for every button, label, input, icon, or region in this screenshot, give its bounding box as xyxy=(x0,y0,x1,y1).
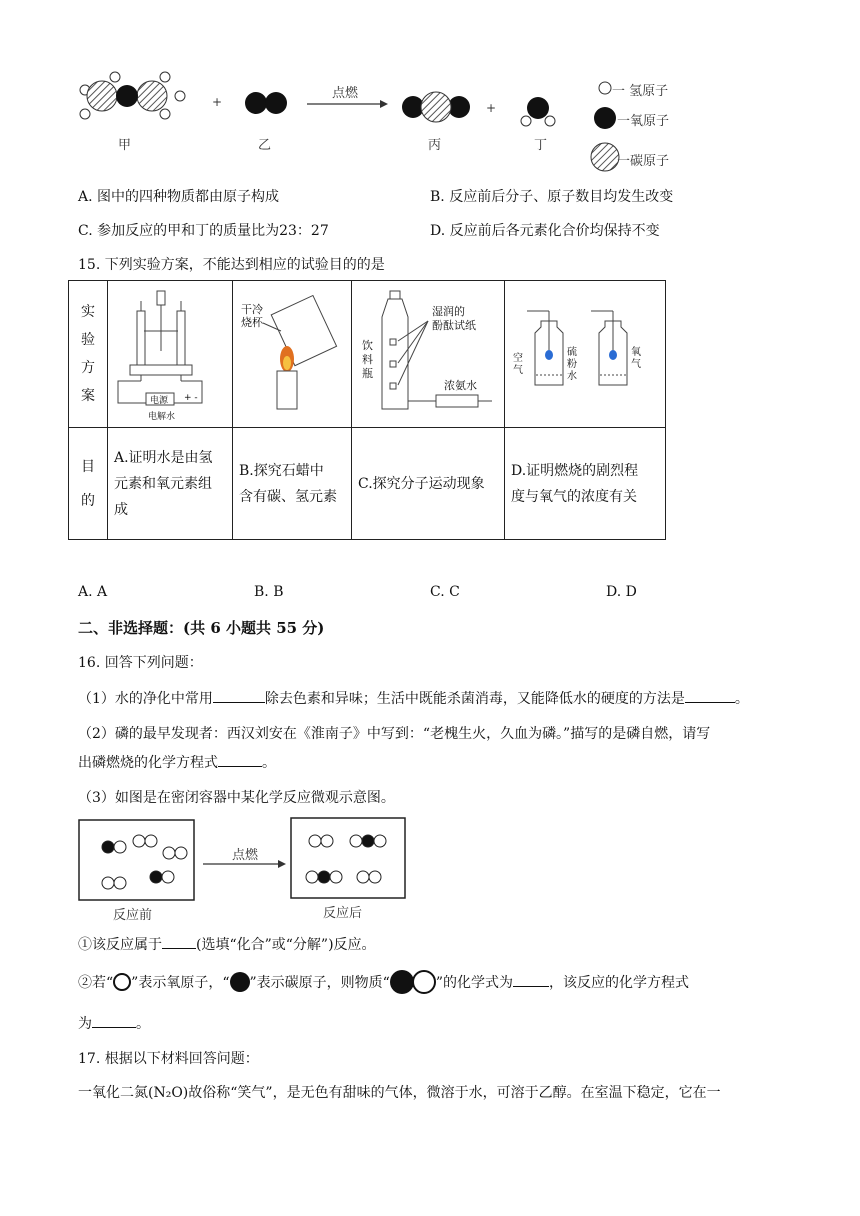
image-candle-beaker xyxy=(233,281,352,428)
legend-carbon: 一碳原子 xyxy=(617,154,670,169)
carbon-atom-icon xyxy=(230,972,250,992)
q14-option-d: D. 反应前后各元素化合价均保持不变 xyxy=(430,223,660,239)
q16-part2-cont: 出磷燃烧的化学方程式 。 xyxy=(78,755,276,771)
molecule-jia xyxy=(80,72,185,119)
q14-option-b: B. 反应前后分子、原子数目均发生改变 xyxy=(430,189,674,205)
box-before xyxy=(79,820,194,900)
blank[interactable] xyxy=(213,702,265,703)
q14-option-a: A. 图中的四种物质都由原子构成 xyxy=(78,189,280,205)
label-power-source: 电源 xyxy=(150,396,169,406)
label-ding: 丁 xyxy=(534,138,548,153)
oxygen-atom-icon xyxy=(412,970,436,994)
blank[interactable] xyxy=(685,702,735,703)
label-before: 反应前 xyxy=(113,908,153,923)
blank[interactable] xyxy=(218,766,262,767)
q14-option-c: C. 参加反应的甲和丁的质量比为23：27 xyxy=(78,223,329,239)
label-jia: 甲 xyxy=(118,138,132,153)
q15-answer-c: C. C xyxy=(430,584,460,600)
label-air: 空 气 xyxy=(513,353,523,376)
label-ammonia: 浓氨水 xyxy=(444,379,477,392)
label-yi: 乙 xyxy=(258,138,272,153)
purpose-b: B.探究石蜡中 含有碳、氢元素 xyxy=(233,428,352,540)
molecule-yi xyxy=(245,92,287,114)
label-bottle: 饮 料 瓶 xyxy=(362,339,373,380)
q16-part1: （1）水的净化中常用 除去色素和异味；生活中既能杀菌消毒，又能降低水的硬度的方法是 。 xyxy=(78,691,749,707)
q16-part2: （2）磷的最早发现者：西汉刘安在《淮南子》中写到：“老槐生火，久血为磷。”描写的是磷自燃，请写 xyxy=(78,726,711,742)
q17-title: 17. 根据以下材料回答问题： xyxy=(78,1051,259,1067)
label-after: 反应后 xyxy=(323,906,363,921)
plus-sign: + xyxy=(212,95,223,109)
experiment-table xyxy=(68,280,666,540)
purpose-d: D.证明燃烧的剧烈程 度与氧气的浓度有关 xyxy=(505,428,666,540)
oxygen-atom-icon xyxy=(113,973,131,991)
q16-title: 16. 回答下列问题： xyxy=(78,655,203,671)
q17-paragraph: 一氧化二氮(N₂O)故俗称“笑气”，是无色有甜味的气体，微溶于水，可溶于乙醇。在室温下稳定，它在一 xyxy=(78,1085,721,1101)
label-cold-beaker: 干冷 烧杯 xyxy=(241,303,263,329)
box-after xyxy=(291,818,405,898)
row-label-purpose: 目 的 xyxy=(69,428,108,540)
arrow-label: 点燃 xyxy=(332,86,359,101)
image-bottle-ammonia xyxy=(352,281,505,428)
q15-answer-b: B. B xyxy=(254,584,284,600)
q16-subq1: ①该反应属于 (选填“化合”或“分解”)反应。 xyxy=(78,937,376,953)
label-electrodes: + - xyxy=(184,393,198,403)
label-oxygen: 氧 气 xyxy=(631,347,641,370)
blank[interactable] xyxy=(162,948,196,949)
row-label-plan: 实 验 方 案 xyxy=(69,281,108,428)
image-electrolysis xyxy=(108,281,233,428)
label-sulfur-water: 硫 粉 水 xyxy=(567,347,577,382)
section-heading: 二、非选择题：(共 6 小题共 55 分) xyxy=(78,619,325,637)
micro-arrow-label: 点燃 xyxy=(232,848,259,863)
q16-part3: （3）如图是在密闭容器中某化学反应微观示意图。 xyxy=(78,790,395,806)
q16-subq2: ②若“ ”表示氧原子，“ ”表示碳原子，则物质“ ”的化学式为 ，该反应的化学方程式 xyxy=(78,970,689,994)
plus-sign: + xyxy=(486,101,497,115)
label-phenolphthalein-paper: 湿润的 酚酞试纸 xyxy=(432,305,476,332)
blank[interactable] xyxy=(92,1027,136,1028)
purpose-c: C.探究分子运动现象 xyxy=(352,428,505,540)
q15-answer-d: D. D xyxy=(606,584,637,600)
molecule-ding xyxy=(521,97,555,126)
purpose-a: A.证明水是由氢 元素和氧元素组 成 xyxy=(108,428,233,540)
molecule-bing xyxy=(402,92,470,122)
carbon-atom-icon xyxy=(390,970,414,994)
legend-hydrogen: 一 氢原子 xyxy=(612,84,669,99)
image-sulfur-burning xyxy=(505,281,666,428)
label-bing: 丙 xyxy=(428,138,442,153)
q15-answer-a: A. A xyxy=(78,584,108,600)
blank[interactable] xyxy=(513,986,549,987)
legend-oxygen: 一氧原子 xyxy=(617,114,670,129)
label-electrolysis: 电解水 xyxy=(148,412,176,422)
q15-title: 15. 下列实验方案，不能达到相应的试验目的的是 xyxy=(78,257,385,273)
q16-subq2-cont: 为 。 xyxy=(78,1016,150,1032)
